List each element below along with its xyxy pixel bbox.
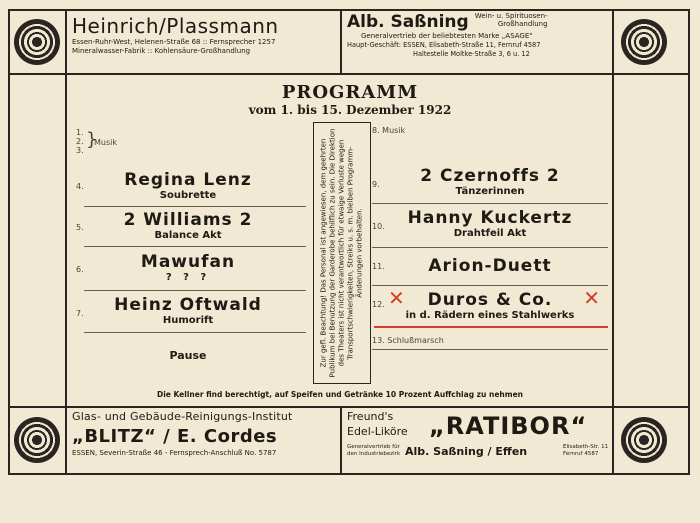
music-label: Musik xyxy=(94,138,117,147)
act-number: 10. xyxy=(372,222,385,231)
act-number: 12. xyxy=(372,300,385,309)
bottom-center-line xyxy=(340,406,342,475)
ad-title: Alb. Saßning xyxy=(347,12,469,32)
ad-line: ESSEN, Severin-Straße 46 - Fernsprech-Anschluß No. 5787 xyxy=(72,449,277,457)
red-x-mark-icon: ✕ xyxy=(388,286,405,310)
act-name: Hanny Kuckertz xyxy=(407,208,573,228)
service-charge-note: Die Kellner find berechtigt, auf Speifen und Getränke 10 Prozent Auffchlag zu nehmen xyxy=(156,390,523,399)
list-item xyxy=(66,247,310,291)
act-number: 4. xyxy=(76,182,84,191)
act-description: in d. Rädern eines Stahlwerks xyxy=(405,310,575,321)
act-name: Duros & Co. xyxy=(427,290,553,310)
pause-label: Pause xyxy=(169,349,207,362)
ad-tag: Großhandlung xyxy=(497,20,548,28)
finale-label: 13. Schlußmarsch xyxy=(372,336,444,345)
ad-line: Edel-Liköre xyxy=(347,425,408,438)
top-center-line xyxy=(340,9,342,73)
act-description: Balance Akt xyxy=(154,230,222,241)
act-number: 6. xyxy=(76,265,84,274)
list-item xyxy=(66,291,310,333)
ad-line: Elisabeth-Str. 11 xyxy=(563,444,609,450)
right-column-line xyxy=(612,9,614,475)
music-label: 8. Musik xyxy=(372,126,406,135)
act-name: Mawufan xyxy=(140,252,236,272)
ad-blitz xyxy=(72,410,336,458)
act-name: Heinz Oftwald xyxy=(114,295,262,315)
ad-line: Alb. Saßning / Effen xyxy=(405,445,528,458)
ad-line: Haupt-Geschäft: ESSEN, Elisabeth-Straße 11, Fernruf 4587 xyxy=(347,41,541,49)
act-name: Regina Lenz xyxy=(124,170,252,190)
rosette-ornament-icon xyxy=(621,19,667,65)
list-item xyxy=(372,248,608,286)
right-act-list xyxy=(372,160,608,350)
ad-title: „BLITZ“ / E. Cordes xyxy=(72,426,278,447)
act-description: Tänzerinnen xyxy=(455,186,525,197)
red-underline xyxy=(374,326,608,328)
ad-title: „RATIBOR“ xyxy=(429,412,588,440)
left-act-list xyxy=(66,160,310,362)
ad-line: Essen-Ruhr-West, Helenen-Straße 68 :: Fernsprecher 1257 xyxy=(72,38,276,46)
act-number: 7. xyxy=(76,309,84,318)
date-range: vom 1. bis 15. Dezember 1922 xyxy=(248,103,452,117)
act-number: 11. xyxy=(372,262,385,271)
list-item xyxy=(372,160,608,204)
ad-line: Mineralwasser-Fabrik :: Kohlensäure-Großhandlung xyxy=(72,47,251,55)
program-header xyxy=(200,82,500,117)
top-ad-divider xyxy=(8,73,690,75)
ad-line: Fernruf 4587 xyxy=(563,451,599,457)
act-number: 9. xyxy=(372,180,380,189)
ad-sassning xyxy=(347,12,609,59)
ad-line: Haltestelle Moltke-Straße 3, 6 u. 12 xyxy=(413,50,530,58)
music-numbers: 1. 2. 3. xyxy=(76,128,84,155)
ad-ratibor xyxy=(347,410,609,472)
notice-text: Zur gefl. Beachtung! Das Personal ist angewiesen, dem geehrten Publikum bei Benutzung der Garderobe behilflich zu sein. Die Direktion des Theaters ist nicht verantwortlich für etwaige Verluste wegen Transportschwierigkeiten, Streiks u. s. m. bleiben Programm-Änderungen vorbehalten. xyxy=(319,128,364,378)
list-item xyxy=(66,160,310,207)
act-name: 2 Czernoffs 2 xyxy=(420,166,560,186)
ad-plassmann xyxy=(72,14,334,56)
act-description: Humorift xyxy=(162,315,214,326)
page-title: PROGRAMM xyxy=(281,82,419,103)
act-description: Drahtfeil Akt xyxy=(453,228,527,239)
list-item xyxy=(372,286,608,330)
ad-title: Heinrich/Plassmann xyxy=(72,14,279,38)
bottom-ad-divider xyxy=(8,406,690,408)
ad-line: Generalvertrieb für den Industriebezirk xyxy=(347,444,401,457)
ad-line: Glas- und Gebäude-Reinigungs-Institut xyxy=(72,410,293,423)
act-number: 5. xyxy=(76,223,84,232)
ad-line: Freund's xyxy=(347,410,394,423)
notice-box xyxy=(313,122,371,384)
rosette-ornament-icon xyxy=(14,19,60,65)
brace-icon: } xyxy=(86,129,98,150)
list-item xyxy=(372,204,608,248)
rosette-ornament-icon xyxy=(14,417,60,463)
list-item xyxy=(66,207,310,247)
rosette-ornament-icon xyxy=(621,417,667,463)
act-name: Arion-Duett xyxy=(428,256,552,276)
ad-tag: Wein- u. Spirituosen- xyxy=(474,12,548,20)
red-x-mark-icon: ✕ xyxy=(583,286,600,310)
act-description: ? ? ? xyxy=(165,272,211,283)
act-name: 2 Williams 2 xyxy=(123,210,253,230)
ad-line: Generalvertrieb der beliebtesten Marke „ASAGE“ xyxy=(361,32,533,40)
act-description: Soubrette xyxy=(159,190,217,201)
